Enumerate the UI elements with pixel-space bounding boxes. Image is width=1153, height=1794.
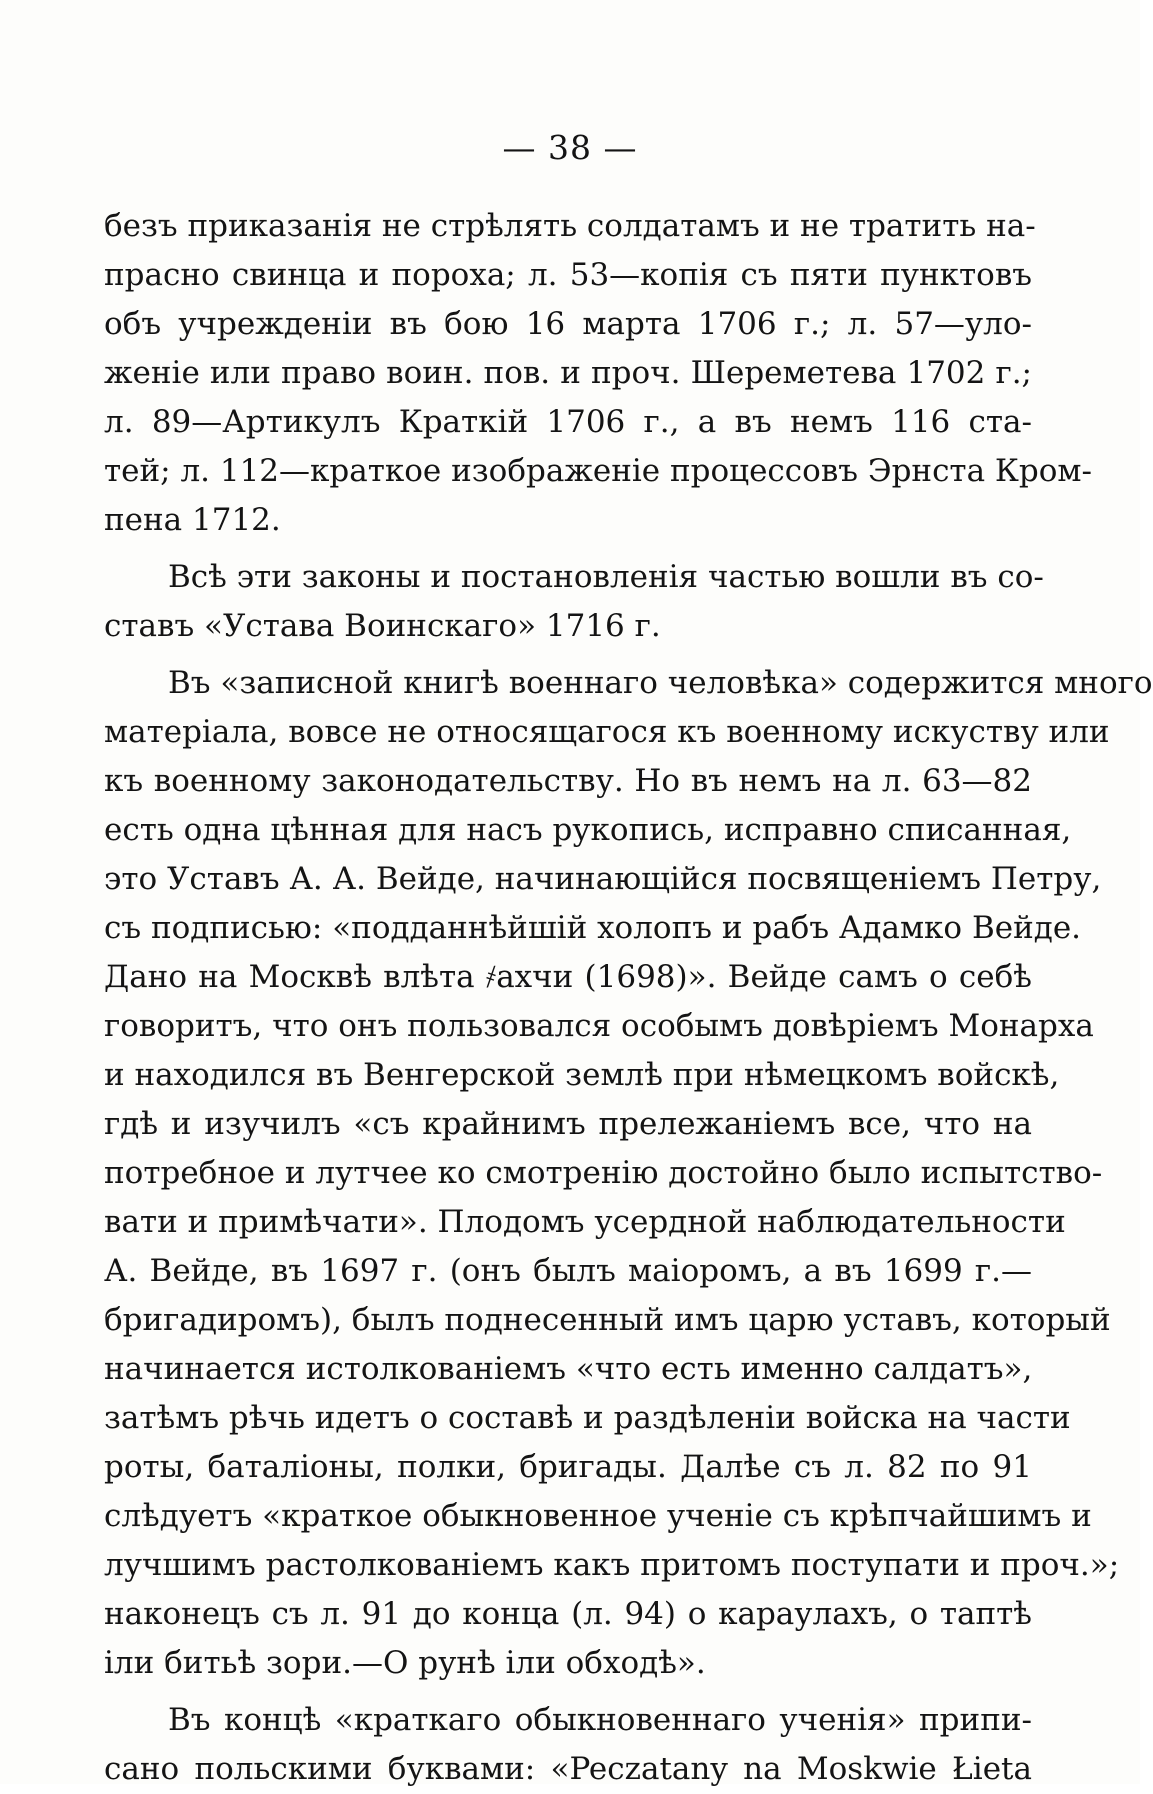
text-line: прасно свинца и пороха; л. 53—копія съ пяти пунктовъ <box>104 257 1032 293</box>
text-line: къ военному законодательству. Но въ немъ на л. 63—82 <box>104 763 1032 799</box>
text-line: Дано на Москвѣ влѣта ҂ахчи (1698)». Вейде самъ о себѣ <box>104 959 1032 995</box>
text-line: это Уставъ А. А. Вейде, начинающійся посвященіемъ Петру, <box>104 861 1102 897</box>
text-line: тей; л. 112—краткое изображеніе процессовъ Эрнста Кром- <box>104 453 1093 489</box>
text-line: потребное и лутчее ко смотренію достойно было испытство- <box>104 1155 1103 1191</box>
paragraph-4 <box>104 1696 1032 1794</box>
text-line: л. 89—Артикулъ Краткій 1706 г., а въ немъ 116 ста- <box>104 404 1032 440</box>
text-line: ставъ «Устава Воинскаго» 1716 г. <box>104 608 661 644</box>
text-line: начинается истолкованіемъ «что есть именно салдатъ», <box>104 1351 1033 1387</box>
text-line: наконецъ съ л. 91 до конца (л. 94) о караулахъ, о таптѣ <box>104 1596 1032 1632</box>
text-line: роты, баталіоны, полки, бригады. Далѣе съ л. 82 по 91 <box>104 1449 1032 1485</box>
paragraph-1 <box>104 202 1093 545</box>
text-line: матеріала, вовсе не относящагося къ военному искуству или <box>104 714 1110 750</box>
paragraph-3 <box>104 659 1153 1688</box>
text-line: сано польскими буквами: «Peczatany na Moskwie Łieta <box>104 1751 1032 1787</box>
text-line: пена 1712. <box>104 502 281 538</box>
text-line: бригадиромъ), былъ поднесенный имъ царю уставъ, который <box>104 1302 1111 1338</box>
text-line: вати и примѣчати». Плодомъ усердной наблюдательности <box>104 1204 1066 1240</box>
text-line: А. Вейде, въ 1697 г. (онъ былъ маіоромъ, а въ 1699 г.— <box>104 1253 1032 1289</box>
text-line: затѣмъ рѣчь идетъ о составѣ и раздѣленіи войска на части <box>104 1400 1071 1436</box>
text-line: Въ «записной книгѣ военнаго человѣка» содержится много <box>168 665 1153 701</box>
page-number: — 38 — <box>502 128 638 167</box>
text-line: лучшимъ растолкованіемъ какъ притомъ поступати и проч.»; <box>104 1547 1120 1583</box>
text-line: объ учрежденіи въ бою 16 марта 1706 г.; л. 57—уло- <box>104 306 1032 342</box>
text-line: іли битьѣ зори.—О рунѣ іли обходѣ». <box>104 1645 706 1681</box>
text-line: слѣдуетъ «краткое обыкновенное ученіе съ крѣпчайшимъ и <box>104 1498 1092 1534</box>
text-line: говоритъ, что онъ пользовался особымъ довѣріемъ Монарха <box>104 1008 1094 1044</box>
text-line: безъ приказанія не стрѣлять солдатамъ и не тратить на- <box>104 208 1036 244</box>
body-text <box>104 202 1153 1794</box>
text-line: и находился въ Венгерской землѣ при нѣмецкомъ войскѣ, <box>104 1057 1060 1093</box>
text-line: есть одна цѣнная для насъ рукопись, исправно списанная, <box>104 812 1072 848</box>
text-line: съ подписью: «подданнѣйшій холопъ и рабъ Адамко Вейде. <box>104 910 1082 946</box>
text-line: гдѣ и изучилъ «съ крайнимъ прележаніемъ все, что на <box>104 1106 1032 1142</box>
text-line: женіе или право воин. пов. и проч. Шереметева 1702 г.; <box>104 355 1032 391</box>
text-line: Въ концѣ «краткаго обыкновеннаго ученія» припи- <box>168 1702 1032 1738</box>
paragraph-2 <box>104 553 1044 651</box>
text-line: Всѣ эти законы и постановленія частью вошли въ со- <box>168 559 1044 595</box>
